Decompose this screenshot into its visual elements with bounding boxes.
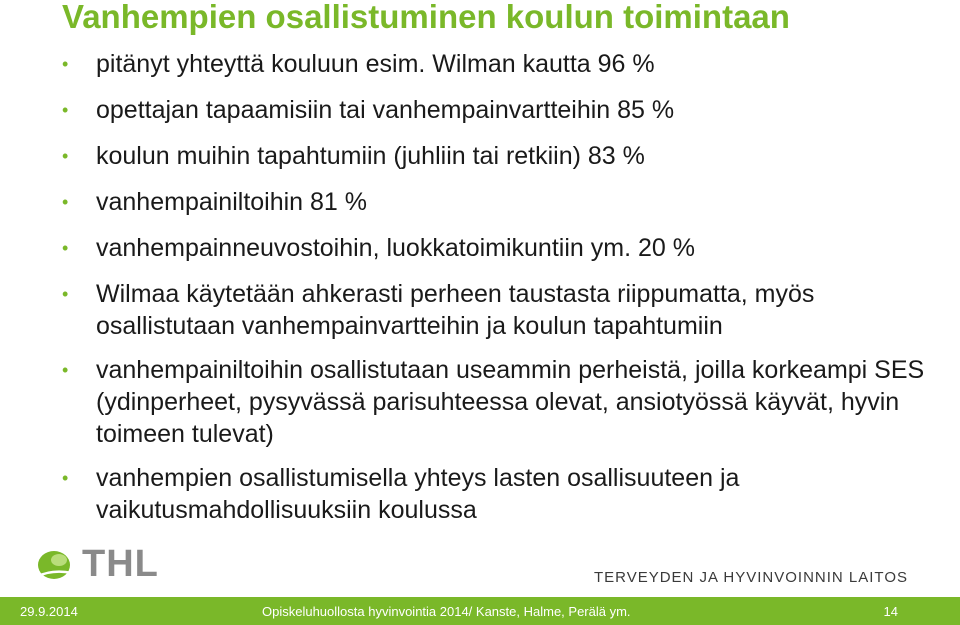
bullet-item	[62, 462, 942, 526]
bullet-text: vanhempainiltoihin osallistutaan useammin perheistä, joilla korkeampi SES (ydinperheet, pysyvässä parisuhteessa olevat, ansiotyössä käyvät, hyvin toimeen tulevat)	[96, 356, 925, 448]
thl-logo-text: THL	[82, 543, 159, 585]
bullet-dot: •	[62, 238, 69, 258]
slide-title: Vanhempien osallistuminen koulun toimintaan	[62, 0, 790, 35]
footer-date: 29.9.2014	[20, 604, 78, 619]
footer-bar	[0, 597, 960, 625]
footer-source: Opiskeluhuollosta hyvinvointia 2014/ Kanste, Halme, Perälä ym.	[262, 604, 631, 619]
bullet-text: koulun muihin tapahtumiin (juhliin tai retkiin) 83 %	[96, 142, 645, 170]
bullet-dot: •	[62, 100, 69, 120]
bullet-item	[62, 354, 942, 450]
bullet-dot: •	[62, 284, 69, 304]
bullet-item	[62, 232, 942, 264]
bullet-item	[62, 140, 942, 172]
bullet-dot: •	[62, 146, 69, 166]
bullet-list	[62, 48, 942, 538]
bullet-item	[62, 186, 942, 218]
bullet-dot: •	[62, 468, 69, 488]
bullet-text: Wilmaa käytetään ahkerasti perheen taustasta riippumatta, myös osallistutaan vanhempainvartteihin ja koulun tapahtumiin	[96, 280, 815, 340]
page-number: 14	[883, 604, 898, 619]
bullet-item	[62, 94, 942, 126]
bullet-text: vanhempien osallistumisella yhteys lasten osallisuuteen ja vaikutusmahdollisuuksiin koulussa	[96, 464, 740, 524]
bullet-text: vanhempainiltoihin 81 %	[96, 188, 368, 216]
bullet-text: vanhempainneuvostoihin, luokkatoimikuntiin ym. 20 %	[96, 234, 695, 262]
bullet-dot: •	[62, 360, 69, 380]
bullet-item	[62, 48, 942, 80]
bullet-dot: •	[62, 192, 69, 212]
bullet-item	[62, 278, 942, 342]
org-name: TERVEYDEN JA HYVINVOINNIN LAITOS	[593, 569, 908, 586]
bullet-dot: •	[62, 54, 69, 74]
bullet-text: pitänyt yhteyttä kouluun esim. Wilman kautta 96 %	[96, 50, 655, 78]
bullet-text: opettajan tapaamisiin tai vanhempainvartteihin 85 %	[96, 96, 675, 124]
